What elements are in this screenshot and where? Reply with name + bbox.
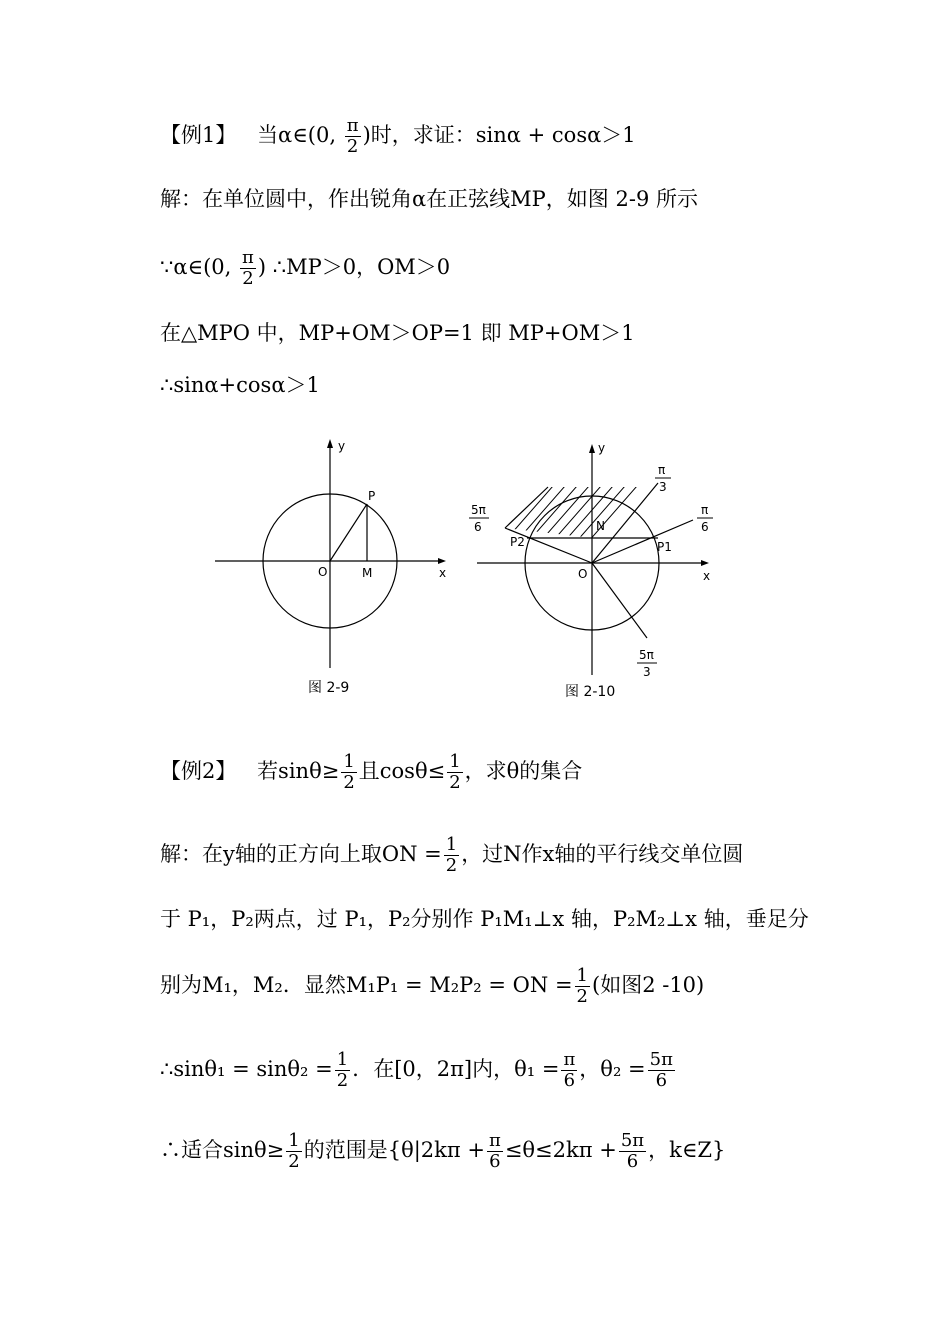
- angle-pi-6-den: 6: [701, 520, 709, 534]
- figure-2-9: [210, 430, 460, 710]
- example2-heading: 【例2】: [160, 759, 237, 783]
- fraction-5pi-over-6: $\frac{5\pi}{6}$: [649, 1049, 673, 1091]
- fig1-m-label: M: [362, 566, 373, 580]
- fig1-p-label: P: [368, 489, 376, 503]
- solution2-line3-start: 别为M₁，M₂．显然M₁P₁ = M₂P₂ = ON =: [160, 973, 573, 997]
- figure-2-10: [465, 430, 730, 710]
- fig1-y-label: y: [338, 439, 346, 453]
- example1-claim: sinα + cosα＞1: [475, 123, 636, 147]
- solution2-line1-start: 解：在y轴的正方向上取ON =: [160, 842, 442, 866]
- fraction-5pi-over-6: $\frac{5\pi}{6}$: [620, 1130, 645, 1172]
- solution1-line4: ∴sinα+cosα＞1: [160, 373, 320, 397]
- solution1-line1: 解：在单位圆中，作出锐角α在正弦线MP，如图 2-9 所示: [160, 187, 698, 211]
- solution2-line4-start: ∴sinθ₁ = sinθ₂ =: [160, 1057, 333, 1081]
- solution2-line4: [160, 1050, 677, 1091]
- solution2-line5: [160, 1131, 725, 1172]
- angle-5pi-6-den: 6: [474, 520, 482, 534]
- fraction-1-over-2: $\frac{1}{2}$: [445, 834, 458, 876]
- fraction-pi-over-6: $\frac{\pi}{6}$: [488, 1130, 501, 1172]
- solution1-line2-start: ∵α∈(0,: [160, 255, 232, 279]
- fig2-p1-label: P1: [657, 540, 672, 554]
- solution2-line1-end: ，过N作x轴的平行线交单位圆: [461, 842, 744, 866]
- fraction-1-over-2: $\frac{1}{2}$: [343, 751, 355, 793]
- solution2-line3: [160, 966, 704, 1007]
- fraction-1-over-2: $\frac{1}{2}$: [288, 1130, 300, 1172]
- solution1-line2-end: ) ∴MP＞0，OM＞0: [257, 255, 451, 279]
- fig1-caption: 图 2-9: [308, 680, 350, 696]
- angle-pi-3-num: π: [658, 463, 666, 477]
- angle-pi-3-den: 3: [659, 480, 667, 494]
- solution2-line3-end: (如图2 -10): [592, 973, 705, 997]
- solution1-line3: 在△MPO 中，MP+OM＞OP=1 即 MP+OM＞1: [160, 321, 635, 345]
- solution2-line2: 于 P₁，P₂两点，过 P₁，P₂分别作 P₁M₁⊥x 轴，P₂M₂⊥x 轴，垂足分: [160, 907, 809, 931]
- solution2-line1: [160, 835, 743, 876]
- example2-part3: ，求θ的集合: [464, 759, 583, 783]
- solution2-line5-mid: 的范围是{θ|2kπ +: [303, 1138, 485, 1162]
- solution2-line4-mid: ．在[0，2π]内，θ₁ =: [352, 1057, 560, 1081]
- angle-pi-6-num: π: [701, 503, 709, 517]
- fig1-x-label: x: [439, 566, 447, 580]
- example2-line: [160, 752, 582, 793]
- fig2-p2-label: P2: [510, 535, 525, 549]
- fraction-pi-over-2: $\frac{\pi}{2}$: [242, 247, 254, 289]
- solution2-line5-start: ∴适合sinθ≥: [160, 1138, 285, 1162]
- fig2-caption: 图 2-10: [565, 684, 616, 700]
- example2-part1: 若sinθ≥: [257, 759, 340, 783]
- example1-heading: 【例1】: [160, 123, 237, 147]
- solution2-line4-mid2: ，θ₂ =: [579, 1057, 646, 1081]
- angle-5pi-6-num: 5π: [471, 503, 486, 517]
- fig2-n-label: N: [596, 519, 605, 533]
- solution2-line5-end: ，k∈Z}: [648, 1138, 726, 1162]
- fig2-x-label: x: [703, 569, 711, 583]
- fraction-pi-over-2: $\frac{\pi}{2}$: [346, 115, 359, 157]
- angle-5pi-3-den: 3: [643, 665, 651, 679]
- solution1-line2: [160, 248, 450, 289]
- fraction-1-over-2: $\frac{1}{2}$: [576, 965, 588, 1007]
- solution2-line5-mid2: ≤θ≤2kπ +: [504, 1138, 617, 1162]
- fraction-1-over-2: $\frac{1}{2}$: [449, 751, 461, 793]
- fig2-origin-label: O: [578, 567, 588, 581]
- angle-5pi-3-num: 5π: [639, 648, 654, 662]
- example2-part2: 且cosθ≤: [358, 759, 446, 783]
- fig1-origin-label: O: [318, 565, 328, 579]
- fig2-y-label: y: [598, 441, 606, 455]
- example1-condition-tail: )时，求证：: [362, 123, 476, 147]
- example1-condition: 当α∈(0,: [257, 123, 337, 147]
- example1-line: [160, 116, 636, 157]
- fraction-pi-over-6: $\frac{\pi}{6}$: [563, 1049, 576, 1091]
- fraction-1-over-2: $\frac{1}{2}$: [336, 1049, 349, 1091]
